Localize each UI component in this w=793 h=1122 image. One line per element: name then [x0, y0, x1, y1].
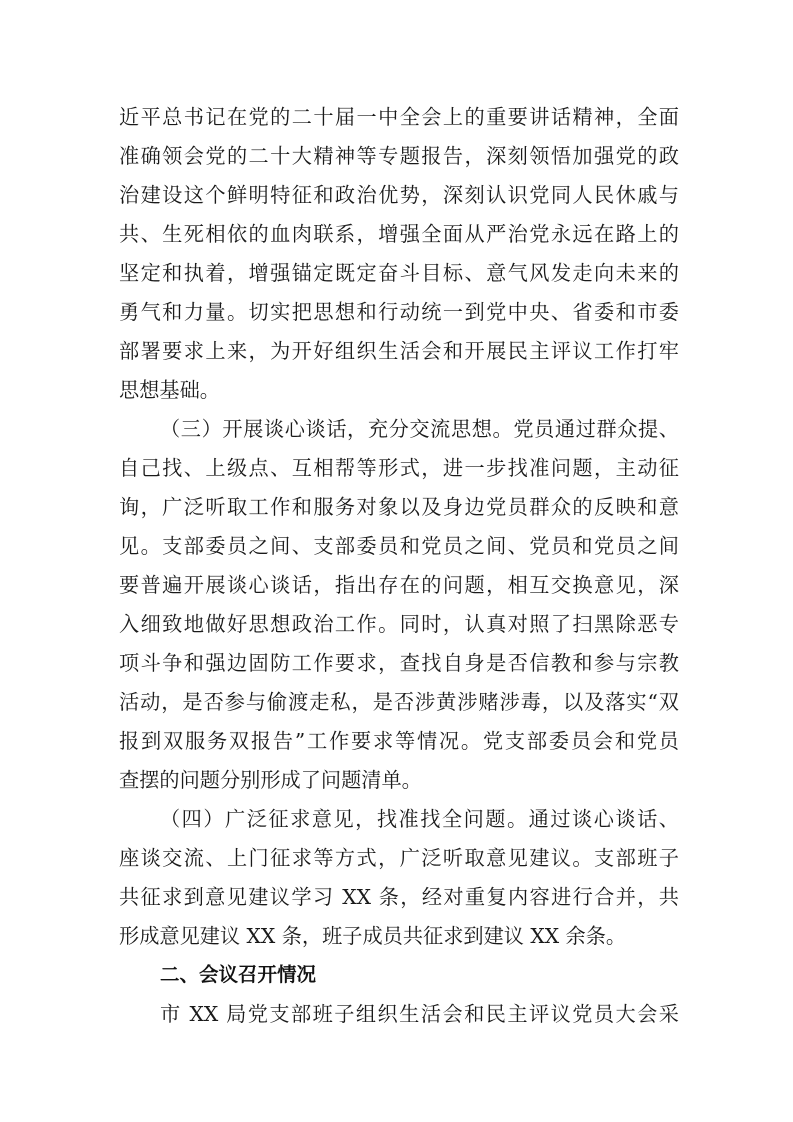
text-line: 询，广泛听取工作和服务对象以及身边党员群众的反映和意 [119, 495, 679, 519]
text-line: 近平总书记在党的二十届一中全会上的重要讲话精神，全面 [119, 105, 679, 129]
text-line: 共征求到意见建议学习 XX 条，经对重复内容进行合并，共 [119, 885, 679, 909]
text-line: 共、生死相依的血肉联系，增强全面从严治党永远在路上的 [119, 222, 679, 246]
text-line: 市 XX 局党支部班子组织生活会和民主评议党员大会采 [160, 1002, 679, 1026]
text-line: （三）开展谈心谈话，充分交流思想。党员通过群众提、 [160, 417, 679, 441]
text-line: 思想基础。 [119, 378, 220, 402]
text-line: 报到双服务双报告”工作要求等情况。党支部委员会和党员 [119, 729, 679, 753]
text-line: 勇气和力量。切实把思想和行动统一到党中央、省委和市委 [119, 300, 679, 324]
section-heading: 二、会议召开情况 [160, 963, 317, 986]
text-line: 治建设这个鲜明特征和政治优势，深刻认识党同人民休戚与 [119, 183, 679, 207]
text-line: 自己找、上级点、互相帮等形式，进一步找准问题，主动征 [119, 456, 679, 480]
text-line: 部署要求上来，为开好组织生活会和开展民主评议工作打牢 [119, 339, 679, 363]
text-line: （四）广泛征求意见，找准找全问题。通过谈心谈话、 [160, 807, 679, 831]
text-line: 见。支部委员之间、支部委员和党员之间、党员和党员之间 [119, 534, 679, 558]
text-line: 查摆的问题分别形成了问题清单。 [119, 768, 422, 792]
text-line: 形成意见建议 XX 条，班子成员共征求到建议 XX 余条。 [119, 924, 627, 948]
text-line: 要普遍开展谈心谈话，指出存在的问题，相互交换意见，深 [119, 573, 679, 597]
text-line: 项斗争和强边固防工作要求，查找自身是否信教和参与宗教 [119, 651, 679, 675]
text-line: 坚定和执着，增强锚定既定奋斗目标、意气风发走向未来的 [119, 261, 679, 285]
text-line: 座谈交流、上门征求等方式，广泛听取意见建议。支部班子 [119, 846, 679, 870]
text-line: 活动，是否参与偷渡走私，是否涉黄涉赌涉毒，以及落实“双 [119, 690, 679, 714]
text-line: 入细致地做好思想政治工作。同时，认真对照了扫黑除恶专 [119, 612, 679, 636]
text-line: 准确领会党的二十大精神等专题报告，深刻领悟加强党的政 [119, 144, 679, 168]
